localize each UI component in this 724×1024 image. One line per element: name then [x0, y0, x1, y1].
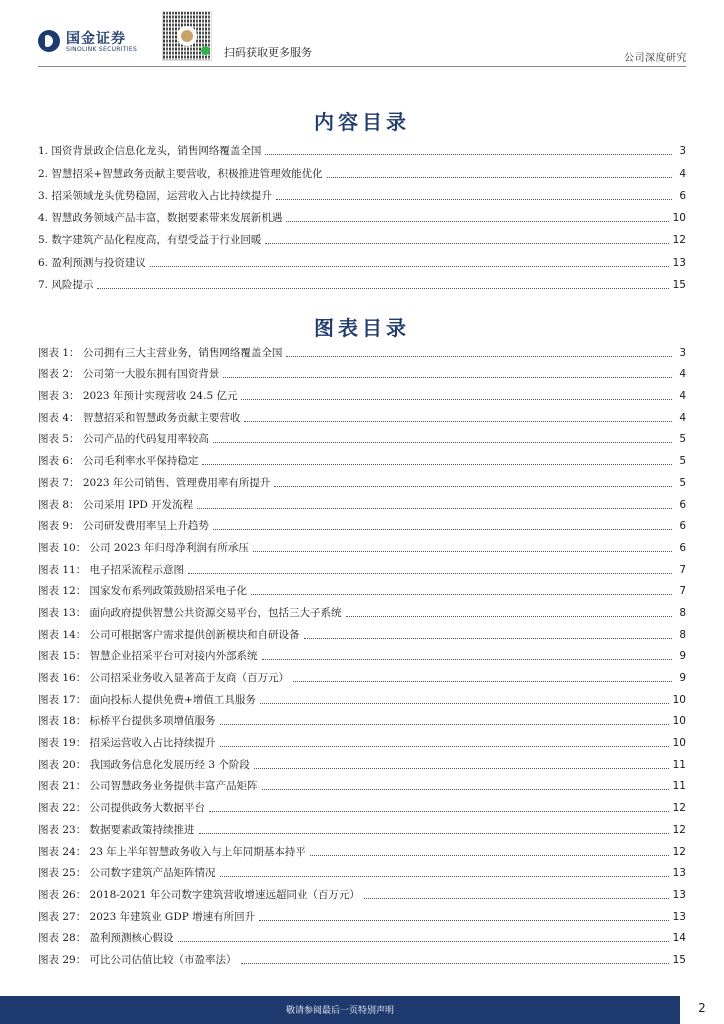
figure-item-page: 13	[672, 867, 686, 880]
dot-leader	[259, 920, 668, 921]
figure-item-page: 4	[679, 411, 686, 424]
figure-item[interactable]	[38, 468, 686, 490]
figure-item[interactable]	[38, 924, 686, 946]
dot-leader	[304, 638, 672, 639]
contents-item-page: 15	[672, 279, 686, 292]
figure-item-label: 图表 29： 可比公司估值比较（市盈率法）	[38, 953, 237, 966]
contents-item-label: 6. 盈利预测与投资建议	[38, 256, 146, 269]
dot-leader	[253, 551, 672, 552]
figure-item-label: 图表 11： 电子招采流程示意图	[38, 563, 185, 576]
figure-item-label: 图表 8： 公司采用 IPD 开发流程	[38, 498, 194, 511]
figure-item[interactable]	[38, 945, 686, 967]
dot-leader	[265, 154, 672, 155]
dot-leader	[274, 486, 672, 487]
figure-item-page: 6	[679, 498, 686, 511]
dot-leader	[220, 876, 669, 877]
figure-item[interactable]	[38, 620, 686, 642]
wechat-badge-icon	[201, 46, 210, 55]
dot-leader	[265, 243, 668, 244]
figure-item[interactable]	[38, 512, 686, 534]
figure-item-page: 9	[679, 672, 686, 684]
figure-item[interactable]	[38, 707, 686, 729]
figure-item[interactable]	[38, 425, 686, 447]
figure-item-page: 15	[672, 953, 686, 966]
figure-item-label: 图表 22： 公司提供政务大数据平台	[38, 802, 206, 815]
contents-item[interactable]	[38, 203, 686, 225]
figure-item[interactable]	[38, 360, 686, 382]
figure-item[interactable]	[38, 902, 686, 924]
contents-item[interactable]	[38, 158, 686, 180]
figure-item-page: 10	[672, 693, 686, 706]
figure-item[interactable]	[38, 663, 686, 685]
contents-title: 内容目录	[314, 110, 410, 134]
logo-name-en: SINOLINK SECURITIES	[66, 46, 138, 53]
dot-leader	[241, 963, 669, 964]
figure-item-label: 图表 27： 2023 年建筑业 GDP 增速有所回升	[38, 910, 256, 923]
contents-item[interactable]	[38, 225, 686, 247]
figure-item-page: 9	[679, 650, 686, 663]
dot-leader	[327, 177, 672, 178]
dot-leader	[150, 266, 669, 267]
figure-item-page: 6	[679, 541, 686, 554]
figure-item-label: 图表 23： 数据要素政策持续推进	[38, 823, 195, 836]
figure-item-page: 8	[679, 606, 686, 619]
figure-item-label: 图表 3： 2023 年预计实现营收 24.5 亿元	[38, 390, 238, 403]
figure-item[interactable]	[38, 403, 686, 425]
figure-item[interactable]	[38, 446, 686, 468]
figure-item[interactable]	[38, 533, 686, 555]
figure-item-label: 图表 16： 公司招采业务收入显著高于友商（百万元）	[38, 672, 290, 684]
figure-item[interactable]	[38, 685, 686, 707]
dot-leader	[364, 898, 669, 899]
footer-disclaimer: 敬请参阅最后一页特别声明	[285, 1006, 394, 1016]
contents-item-label: 5. 数字建筑产品化程度高，有望受益于行业回暖	[38, 234, 262, 247]
report-type-label: 公司深度研究	[624, 53, 687, 64]
figure-item-page: 11	[672, 780, 686, 793]
dot-leader	[220, 746, 669, 747]
dot-leader	[310, 855, 669, 856]
dot-leader	[251, 594, 672, 595]
figure-item-label: 图表 4： 智慧招采和智慧政务贡献主要营收	[38, 411, 241, 424]
figure-item-page: 7	[679, 563, 686, 576]
figure-item-label: 图表 12： 国家发布系列政策鼓励招采电子化	[38, 585, 248, 598]
figure-item[interactable]	[38, 577, 686, 599]
figure-item-label: 图表 15： 智慧企业招采平台可对接内外部系统	[38, 650, 258, 663]
dot-leader	[262, 789, 669, 790]
figure-item[interactable]	[38, 793, 686, 815]
dot-leader	[276, 199, 672, 200]
figure-item[interactable]	[38, 815, 686, 837]
dot-leader	[213, 529, 672, 530]
dot-leader	[199, 833, 669, 834]
contents-item-label: 4. 智慧政务领域产品丰富，数据要素带来发展新机遇	[38, 212, 283, 225]
contents-item-label: 3. 招采领域龙头优势稳固，运营收入占比持续提升	[38, 189, 272, 202]
figure-item[interactable]	[38, 728, 686, 750]
dot-leader	[220, 724, 669, 725]
figure-item[interactable]	[38, 837, 686, 859]
contents-item-label: 2. 智慧招采+智慧政务贡献主要营收，积极推进管理效能优化	[38, 167, 323, 180]
dot-leader	[202, 464, 672, 465]
figure-item[interactable]	[38, 880, 686, 902]
figures-list	[38, 338, 686, 967]
figure-item-page: 12	[672, 823, 686, 836]
figure-item-label: 图表 25： 公司数字建筑产品矩阵情况	[38, 867, 216, 880]
figure-item-label: 图表 9： 公司研发费用率呈上升趋势	[38, 520, 209, 533]
contents-item-page: 6	[679, 189, 686, 202]
figure-item-label: 图表 5： 公司产品的代码复用率较高	[38, 433, 209, 446]
figure-item-label: 图表 6： 公司毛利率水平保持稳定	[38, 455, 199, 468]
figure-item[interactable]	[38, 772, 686, 794]
figure-item-label: 图表 21： 公司智慧政务业务提供丰富产品矩阵	[38, 780, 258, 793]
figures-title: 图表目录	[314, 316, 410, 340]
dot-leader	[213, 442, 672, 443]
figure-item-page: 13	[672, 910, 686, 923]
figure-item-label: 图表 26： 2018-2021 年公司数字建筑营收增速远超同业（百万元）	[38, 888, 360, 901]
figure-item[interactable]	[38, 598, 686, 620]
figure-item-label: 图表 7： 2023 年公司销售、管理费用率有所提升	[38, 476, 271, 489]
figure-item-page: 4	[679, 390, 686, 403]
figure-item-page: 8	[679, 628, 686, 641]
dot-leader	[286, 221, 668, 222]
page-header	[0, 0, 724, 66]
figure-item-page: 5	[679, 476, 686, 489]
contents-item[interactable]	[38, 270, 686, 292]
contents-item-label: 1. 国资背景政企信息化龙头，销售网络覆盖全国	[38, 145, 262, 158]
figure-item[interactable]	[38, 555, 686, 577]
figure-item-label: 图表 1： 公司拥有三大主营业务，销售网络覆盖全国	[38, 346, 283, 359]
figure-item[interactable]	[38, 859, 686, 881]
dot-leader	[241, 399, 672, 400]
figure-item-page: 12	[672, 845, 686, 858]
figure-item[interactable]	[38, 490, 686, 512]
figure-item-page: 7	[679, 585, 686, 598]
qr-caption: 扫码获取更多服务	[224, 46, 312, 59]
figure-item-page: 10	[672, 715, 686, 728]
logo-mark-icon	[38, 30, 60, 52]
dot-leader	[197, 508, 672, 509]
figure-item-label: 图表 28： 盈利预测核心假设	[38, 932, 174, 945]
dot-leader	[223, 377, 672, 378]
page-number: 2	[698, 1001, 706, 1015]
figure-item-page: 5	[679, 455, 686, 468]
figure-item-label: 图表 2： 公司第一大股东拥有国资背景	[38, 368, 220, 381]
company-logo	[38, 27, 158, 57]
figure-item-page: 10	[672, 737, 686, 750]
dot-leader	[346, 616, 672, 617]
contents-item-page: 4	[679, 167, 686, 180]
dot-leader	[260, 703, 669, 704]
contents-item[interactable]	[38, 247, 686, 269]
figure-item-label: 图表 14： 公司可根据客户需求提供创新模块和自研设备	[38, 628, 300, 641]
dot-leader	[254, 768, 669, 769]
dot-leader	[244, 421, 672, 422]
contents-item[interactable]	[38, 181, 686, 203]
dot-leader	[188, 573, 672, 574]
figure-item[interactable]	[38, 381, 686, 403]
contents-item[interactable]	[38, 136, 686, 158]
figure-item-page: 12	[672, 802, 686, 815]
dot-leader	[209, 811, 669, 812]
dot-leader	[286, 356, 672, 357]
contents-item-page: 13	[672, 256, 686, 269]
figure-item-label: 图表 17： 面向投标人提供免费+增值工具服务	[38, 693, 256, 706]
figure-item-page: 4	[679, 368, 686, 381]
figure-item-label: 图表 10： 公司 2023 年归母净利润有所承压	[38, 541, 249, 554]
figure-item-page: 14	[672, 932, 686, 945]
contents-item-page: 3	[679, 145, 686, 158]
contents-item-label: 7. 风险提示	[38, 279, 94, 292]
dot-leader	[178, 941, 669, 942]
figure-item-label: 图表 19： 招采运营收入占比持续提升	[38, 737, 216, 750]
contents-item-page: 10	[672, 212, 686, 225]
figure-item-page: 6	[679, 520, 686, 533]
figure-item-page: 11	[672, 758, 686, 771]
contents-item-page: 12	[672, 234, 686, 247]
dot-leader	[293, 681, 672, 682]
figure-item-label: 图表 13： 面向政府提供智慧公共资源交易平台，包括三大子系统	[38, 606, 342, 619]
figure-item[interactable]	[38, 338, 686, 360]
figure-item-page: 13	[672, 888, 686, 901]
contents-list	[38, 136, 686, 292]
figure-item-page: 5	[679, 433, 686, 446]
figure-item[interactable]	[38, 642, 686, 664]
header-divider	[38, 66, 686, 67]
dot-leader	[97, 288, 668, 289]
figure-item-label: 图表 18： 标桥平台提供多项增值服务	[38, 715, 216, 728]
figure-item-label: 图表 24： 23 年上半年智慧政务收入与上年同期基本持平	[38, 845, 306, 858]
figure-item[interactable]	[38, 750, 686, 772]
figure-item-label: 图表 20： 我国政务信息化发展历经 3 个阶段	[38, 758, 250, 771]
logo-name-cn: 国金证券	[66, 31, 126, 47]
figure-item-page: 3	[679, 346, 686, 359]
dot-leader	[262, 659, 672, 660]
